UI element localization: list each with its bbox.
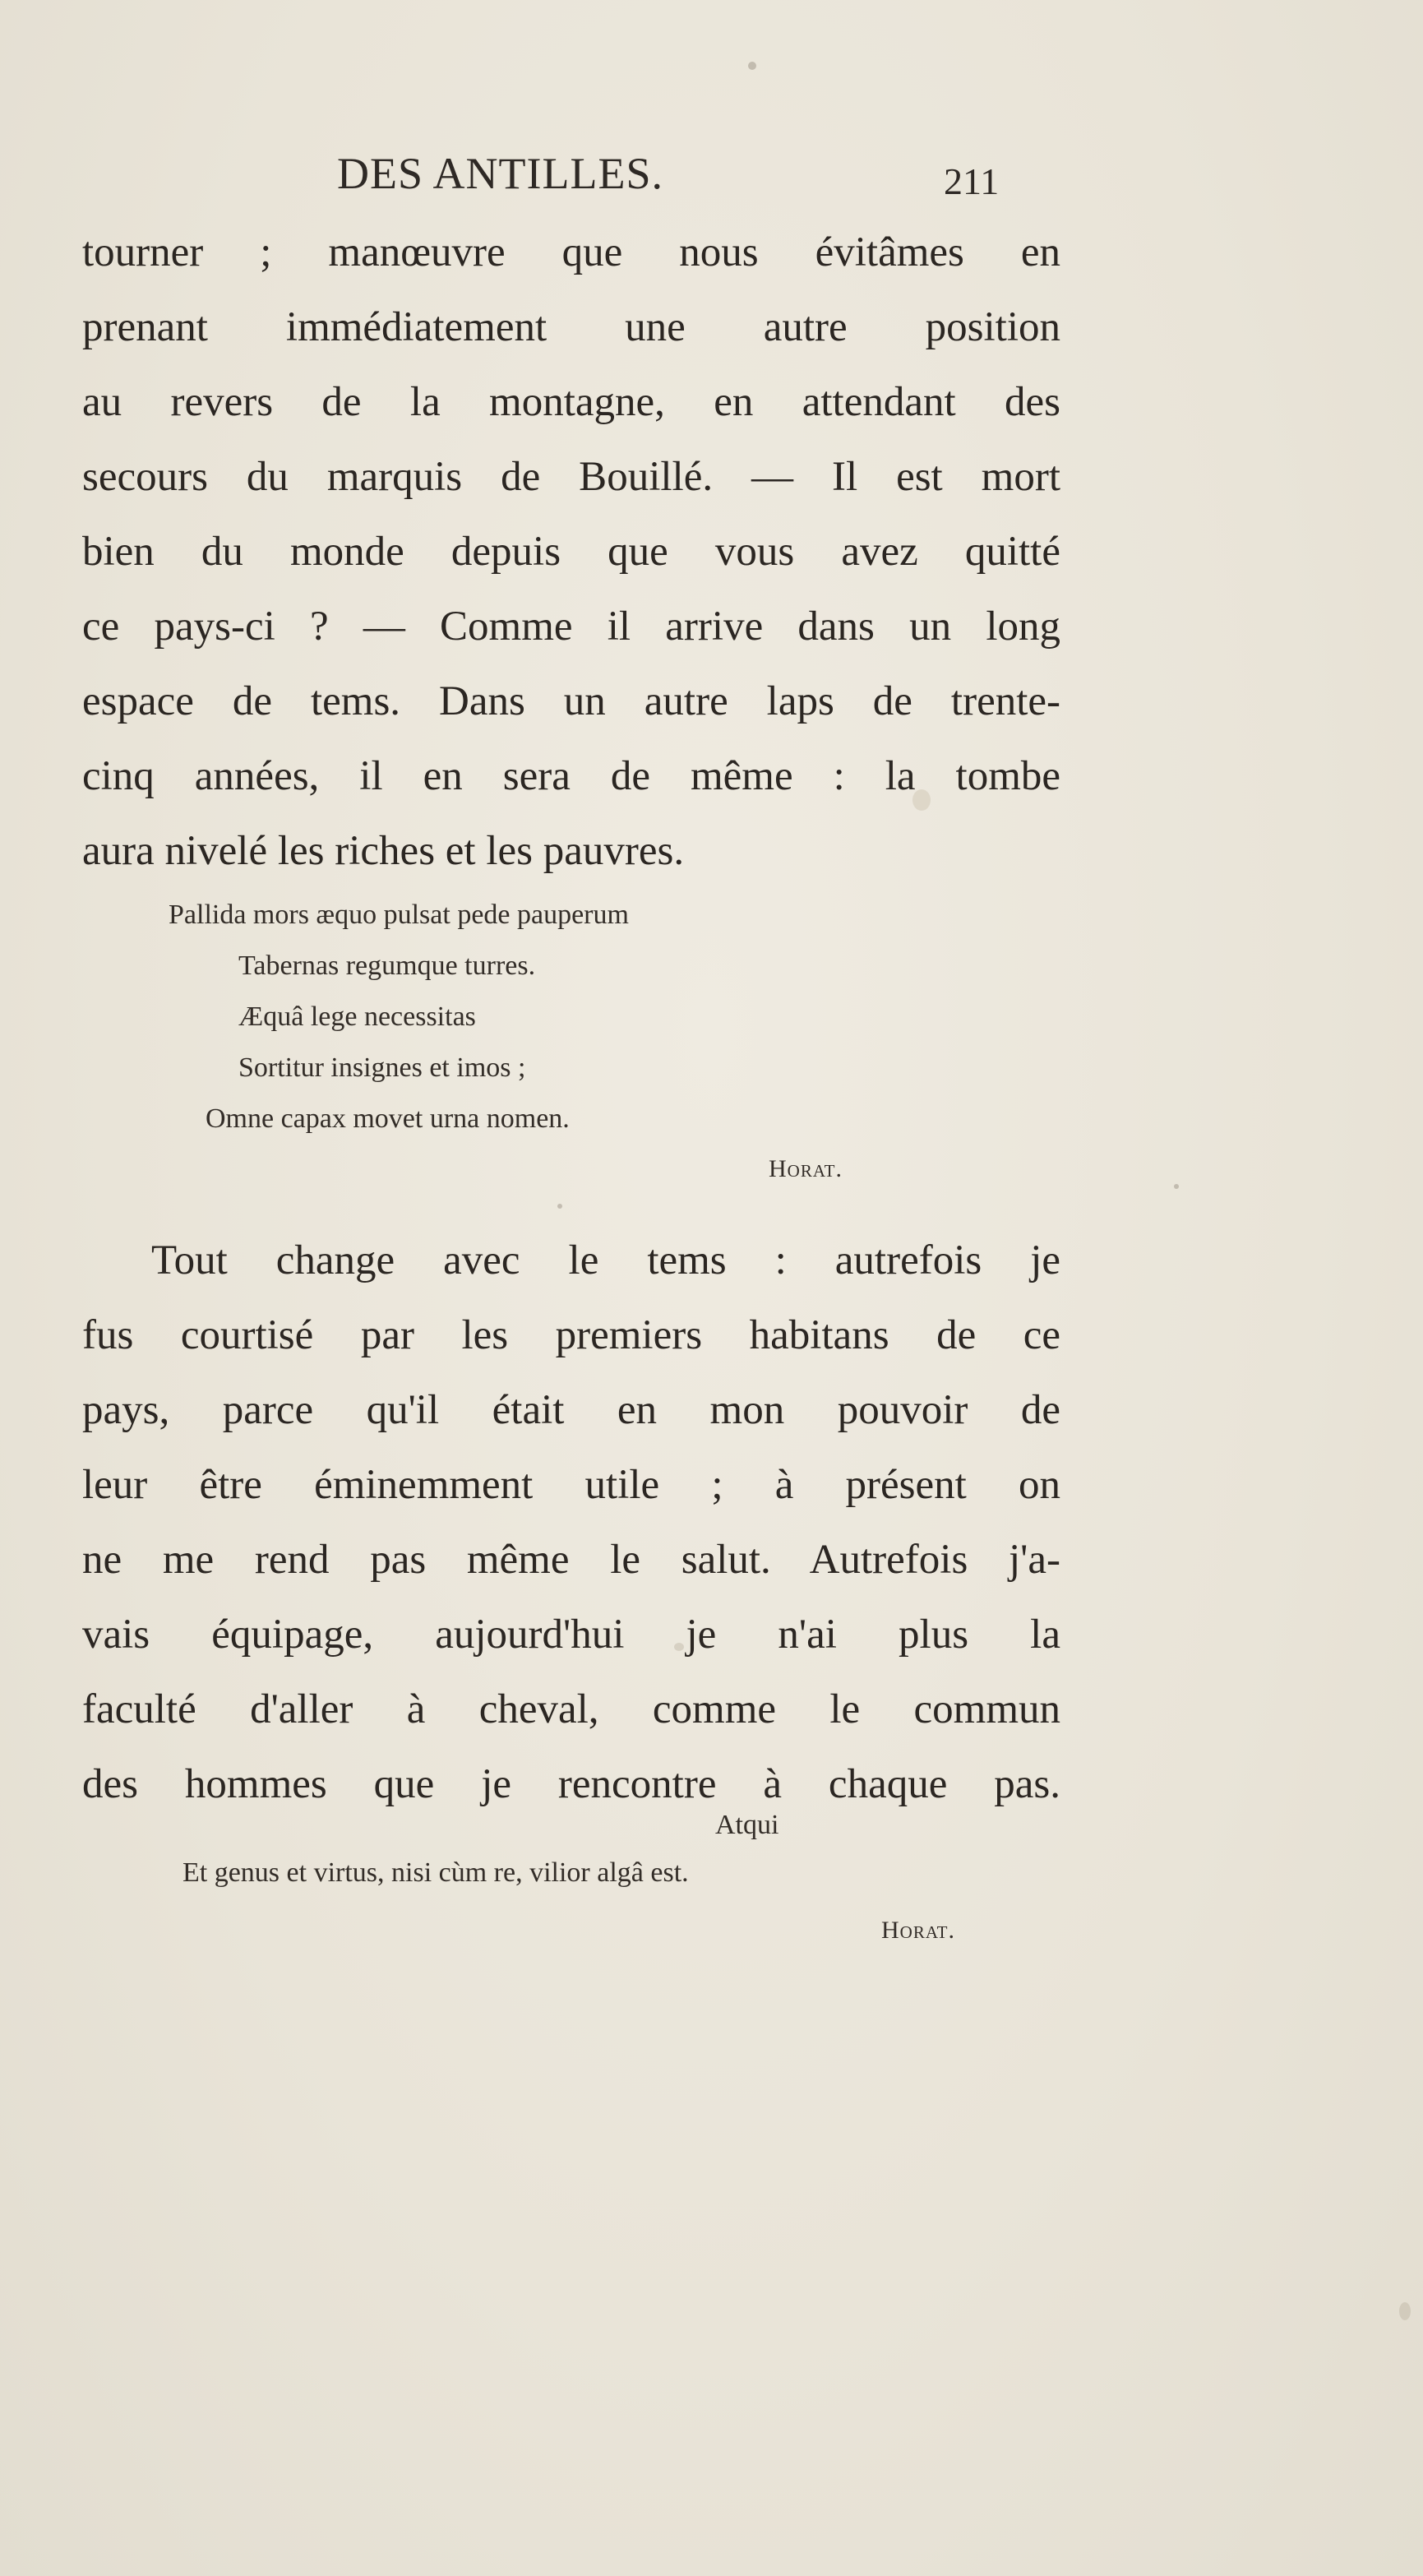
verse-line: Pallida mors æquo pulsat pede pauperum <box>169 900 629 930</box>
paper-speck <box>674 1643 684 1651</box>
paragraph <box>82 1223 1060 1822</box>
paper-speck <box>1174 1184 1179 1189</box>
verse-line: Æquâ lege necessitas <box>238 1001 476 1032</box>
text-line: Tout change avec le tems : autrefois je <box>151 1237 1060 1283</box>
text-line: aura nivelé les riches et les pauvres. <box>82 828 685 874</box>
text-line: secours du marquis de Bouillé. — Il est mort <box>82 454 1060 500</box>
page-number: 211 <box>944 160 1000 202</box>
text-line: au revers de la montagne, en attendant des <box>82 379 1060 425</box>
paper-speck <box>557 1204 562 1209</box>
text-line: des hommes que je rencontre à chaque pas. <box>82 1761 1060 1807</box>
text-line: vais équipage, aujourd'hui je n'ai plus la <box>82 1612 1060 1658</box>
verse-line: Omne capax movet urna nomen. <box>206 1103 570 1134</box>
text-line: prenant immédiatement une autre position <box>82 304 1060 350</box>
verse-line: Atqui <box>715 1810 779 1840</box>
text-line: cinq années, il en sera de même : la tombe <box>82 753 1060 799</box>
text-line: faculté d'aller à cheval, comme le commun <box>82 1686 1060 1732</box>
paragraph-continued <box>82 215 1060 889</box>
text-line: fus courtisé par les premiers habitans de ce <box>82 1312 1060 1358</box>
text-line: leur être éminemment utile ; à présent on <box>82 1462 1060 1508</box>
text-line: pays, parce qu'il était en mon pouvoir de <box>82 1387 1060 1433</box>
text-line: espace de tems. Dans un autre laps de trente- <box>82 678 1060 724</box>
text-line: ne me rend pas même le salut. Autrefois j'a- <box>82 1537 1060 1583</box>
text-line: tourner ; manœuvre que nous évitâmes en <box>82 229 1060 275</box>
paper-speck <box>748 62 756 70</box>
verse-line: Sortitur insignes et imos ; <box>238 1052 526 1083</box>
running-title: DES ANTILLES. <box>337 149 663 198</box>
page-header <box>0 140 1423 206</box>
verse-line: Et genus et virtus, nisi cùm re, vilior algâ est. <box>182 1857 689 1888</box>
paper-speck <box>912 789 931 811</box>
verse-line: Tabernas regumque turres. <box>238 950 536 981</box>
text-line: ce pays-ci ? — Comme il arrive dans un long <box>82 604 1060 650</box>
paper-speck <box>1399 2302 1411 2320</box>
quotation-attribution: Horat. <box>881 1917 956 1944</box>
quotation-attribution: Horat. <box>769 1155 843 1182</box>
text-line: bien du monde depuis que vous avez quitté <box>82 529 1060 575</box>
